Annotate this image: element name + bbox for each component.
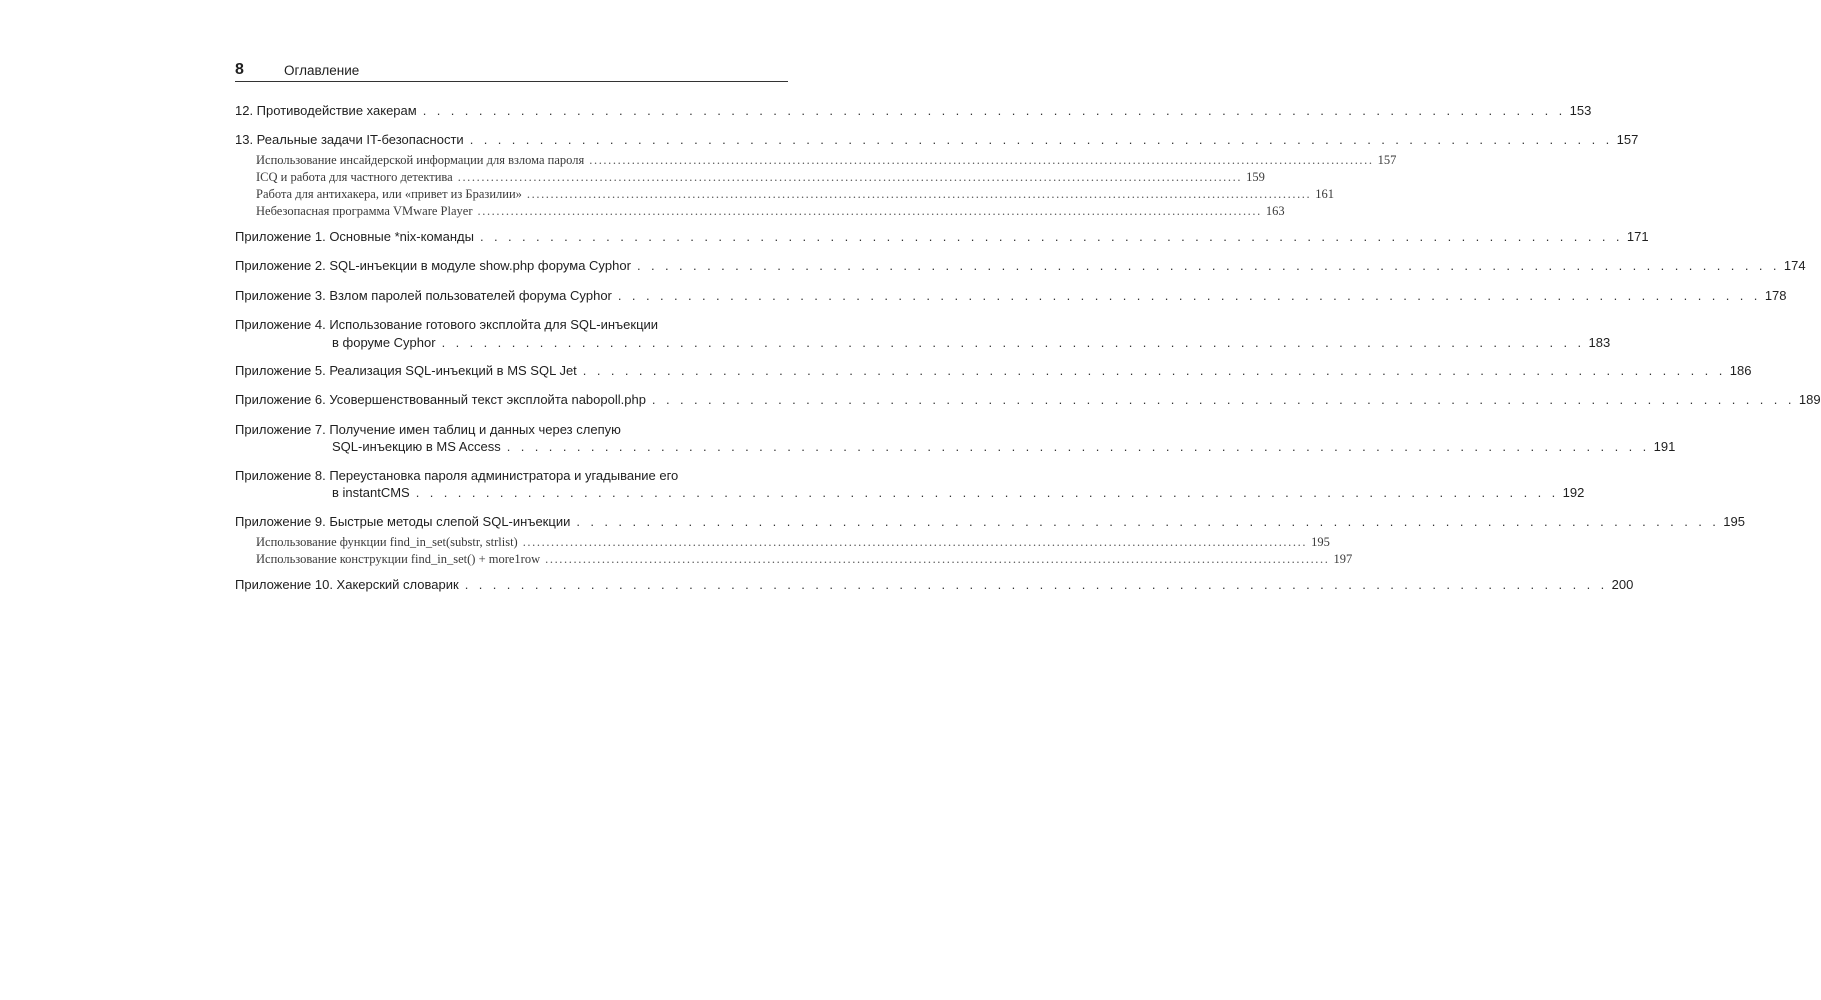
toc-entry[interactable] bbox=[235, 102, 1592, 120]
toc-entry[interactable] bbox=[235, 421, 788, 439]
page-number: 8 bbox=[235, 61, 244, 78]
dot-leader: . . . . . . . . . . . . . . . . . . . . . . . . . . . . . . . . . . . . . . . . . . . . . . . . . . . . . . . . . . . . . . . . . . . . . . . . . . . . . . . . . . bbox=[441, 335, 1585, 350]
header-rule bbox=[235, 81, 788, 82]
toc-entry-page: 174 bbox=[1783, 258, 1806, 273]
toc-entry-page: 192 bbox=[1562, 485, 1585, 500]
toc-subentry-page: 157 bbox=[1377, 153, 1397, 167]
toc-entry-page: 171 bbox=[1626, 229, 1649, 244]
toc-subentry-title: ICQ и работа для частного детектива bbox=[256, 170, 453, 184]
toc-entry-title: Приложение 4. Использование готового эксплойта для SQL-инъекции bbox=[235, 317, 659, 332]
toc-subentry-title: Использование инсайдерской информации для взлома пароля bbox=[256, 153, 585, 167]
page-header bbox=[235, 58, 788, 80]
toc-entry[interactable] bbox=[235, 228, 1649, 246]
dot-leader: ...................................................................................................................................................................... bbox=[522, 535, 1308, 549]
toc-subentry[interactable] bbox=[256, 551, 1353, 568]
toc-entry-title: Приложение 10. Хакерский словарик bbox=[235, 577, 459, 592]
toc-subentry[interactable] bbox=[256, 169, 1265, 186]
dot-leader: ...................................................................................................................................................................... bbox=[526, 187, 1312, 201]
toc-entry[interactable] bbox=[235, 131, 1639, 149]
toc-entry[interactable] bbox=[235, 576, 1634, 594]
toc-entry[interactable] bbox=[235, 287, 1787, 305]
toc-subentry-page: 163 bbox=[1265, 204, 1285, 218]
toc-entry-title: 12. Противодействие хакерам bbox=[235, 103, 417, 118]
toc-entry-title: Приложение 8. Переустановка пароля администратора и угадывание его bbox=[235, 468, 679, 483]
toc-entry[interactable] bbox=[235, 391, 1821, 409]
dot-leader: ...................................................................................................................................................................... bbox=[477, 204, 1262, 218]
toc-subentry[interactable] bbox=[256, 152, 1397, 169]
running-title: Оглавление bbox=[284, 63, 360, 78]
toc-subentry-title: Небезопасная программа VMware Player bbox=[256, 204, 473, 218]
toc-entry-continuation[interactable] bbox=[332, 334, 1611, 352]
toc-entry-page: 186 bbox=[1729, 363, 1752, 378]
toc-entry-title: Приложение 5. Реализация SQL-инъекций в MS SQL Jet bbox=[235, 363, 577, 378]
dot-leader: ...................................................................................................................................................................... bbox=[457, 170, 1243, 184]
toc-entry-title-continued: в форуме Cyphor bbox=[332, 335, 436, 350]
toc-entry-title: Приложение 2. SQL-инъекции в модуле show.php форума Cyphor bbox=[235, 258, 631, 273]
toc-subentry-title: Использование конструкции find_in_set() + more1row bbox=[256, 552, 541, 566]
toc-entry-continuation[interactable] bbox=[332, 484, 1585, 502]
toc-entry[interactable] bbox=[235, 316, 788, 334]
toc-subentry-page: 197 bbox=[1333, 552, 1353, 566]
toc-subentry-page: 195 bbox=[1311, 535, 1330, 549]
dot-leader: ...................................................................................................................................................................... bbox=[589, 153, 1374, 167]
dot-leader: . . . . . . . . . . . . . . . . . . . . . . . . . . . . . . . . . . . . . . . . . . . . . . . . . . . . . . . . . . . . . . . . . . . . . . . . . . . . . . . . . . bbox=[636, 258, 1780, 273]
toc-entry-page: 191 bbox=[1653, 439, 1676, 454]
dot-leader: . . . . . . . . . . . . . . . . . . . . . . . . . . . . . . . . . . . . . . . . . . . . . . . . . . . . . . . . . . . . . . . . . . . . . . . . . . . . . . . . . . bbox=[469, 132, 1613, 147]
dot-leader: . . . . . . . . . . . . . . . . . . . . . . . . . . . . . . . . . . . . . . . . . . . . . . . . . . . . . . . . . . . . . . . . . . . . . . . . . . . . . . . . . . bbox=[464, 577, 1608, 592]
dot-leader: . . . . . . . . . . . . . . . . . . . . . . . . . . . . . . . . . . . . . . . . . . . . . . . . . . . . . . . . . . . . . . . . . . . . . . . . . . . . . . . . . . bbox=[617, 288, 1761, 303]
toc-entry-page: 153 bbox=[1569, 103, 1592, 118]
toc-entry-title: Приложение 7. Получение имен таблиц и данных через слепую bbox=[235, 422, 621, 437]
toc-entry-page: 183 bbox=[1588, 335, 1611, 350]
dot-leader: ...................................................................................................................................................................... bbox=[545, 552, 1330, 566]
toc-entry-title: 13. Реальные задачи IT-безопасности bbox=[235, 132, 464, 147]
dot-leader: . . . . . . . . . . . . . . . . . . . . . . . . . . . . . . . . . . . . . . . . . . . . . . . . . . . . . . . . . . . . . . . . . . . . . . . . . . . . . . . . . . bbox=[506, 439, 1650, 454]
toc-entry-title: Приложение 3. Взлом паролей пользователей форума Cyphor bbox=[235, 288, 612, 303]
toc-entry-page: 200 bbox=[1611, 577, 1634, 592]
toc-subentry[interactable] bbox=[256, 534, 1330, 551]
toc-entry-page: 157 bbox=[1616, 132, 1639, 147]
dot-leader: . . . . . . . . . . . . . . . . . . . . . . . . . . . . . . . . . . . . . . . . . . . . . . . . . . . . . . . . . . . . . . . . . . . . . . . . . . . . . . . . . . bbox=[479, 229, 1623, 244]
toc-entry-page: 189 bbox=[1798, 392, 1821, 407]
toc-subentry-page: 159 bbox=[1246, 170, 1265, 184]
toc-subentry[interactable] bbox=[256, 186, 1335, 203]
dot-leader: . . . . . . . . . . . . . . . . . . . . . . . . . . . . . . . . . . . . . . . . . . . . . . . . . . . . . . . . . . . . . . . . . . . . . . . . . . . . . . . . . . bbox=[651, 392, 1795, 407]
toc-entry[interactable] bbox=[235, 257, 1806, 275]
dot-leader: . . . . . . . . . . . . . . . . . . . . . . . . . . . . . . . . . . . . . . . . . . . . . . . . . . . . . . . . . . . . . . . . . . . . . . . . . . . . . . . . . . bbox=[422, 103, 1566, 118]
toc-subentry-title: Работа для антихакера, или «привет из Бразилии» bbox=[256, 187, 522, 201]
dot-leader: . . . . . . . . . . . . . . . . . . . . . . . . . . . . . . . . . . . . . . . . . . . . . . . . . . . . . . . . . . . . . . . . . . . . . . . . . . . . . . . . . . bbox=[415, 485, 1559, 500]
toc-entry-title-continued: SQL-инъекцию в MS Access bbox=[332, 439, 501, 454]
toc-subentry-title: Использование функции find_in_set(substr, strlist) bbox=[256, 535, 518, 549]
toc-entry-title: Приложение 6. Усовершенствованный текст эксплойта nabopoll.php bbox=[235, 392, 646, 407]
toc-entry-page: 195 bbox=[1723, 514, 1745, 529]
dot-leader: . . . . . . . . . . . . . . . . . . . . . . . . . . . . . . . . . . . . . . . . . . . . . . . . . . . . . . . . . . . . . . . . . . . . . . . . . . . . . . . . . . bbox=[582, 363, 1726, 378]
toc-entry-page: 178 bbox=[1764, 288, 1787, 303]
toc-entry-title: Приложение 1. Основные *nix-команды bbox=[235, 229, 474, 244]
dot-leader: . . . . . . . . . . . . . . . . . . . . . . . . . . . . . . . . . . . . . . . . . . . . . . . . . . . . . . . . . . . . . . . . . . . . . . . . . . . . . . . . . . bbox=[576, 514, 1720, 529]
toc-subentry-page: 161 bbox=[1315, 187, 1335, 201]
toc-entry-title-continued: в instantCMS bbox=[332, 485, 410, 500]
toc-entry[interactable] bbox=[235, 467, 788, 485]
toc-entry[interactable] bbox=[235, 513, 1745, 531]
toc-entry[interactable] bbox=[235, 362, 1752, 380]
toc-entry-continuation[interactable] bbox=[332, 438, 1676, 456]
toc-subentry[interactable] bbox=[256, 203, 1285, 220]
toc-entry-title: Приложение 9. Быстрые методы слепой SQL-инъекции bbox=[235, 514, 571, 529]
